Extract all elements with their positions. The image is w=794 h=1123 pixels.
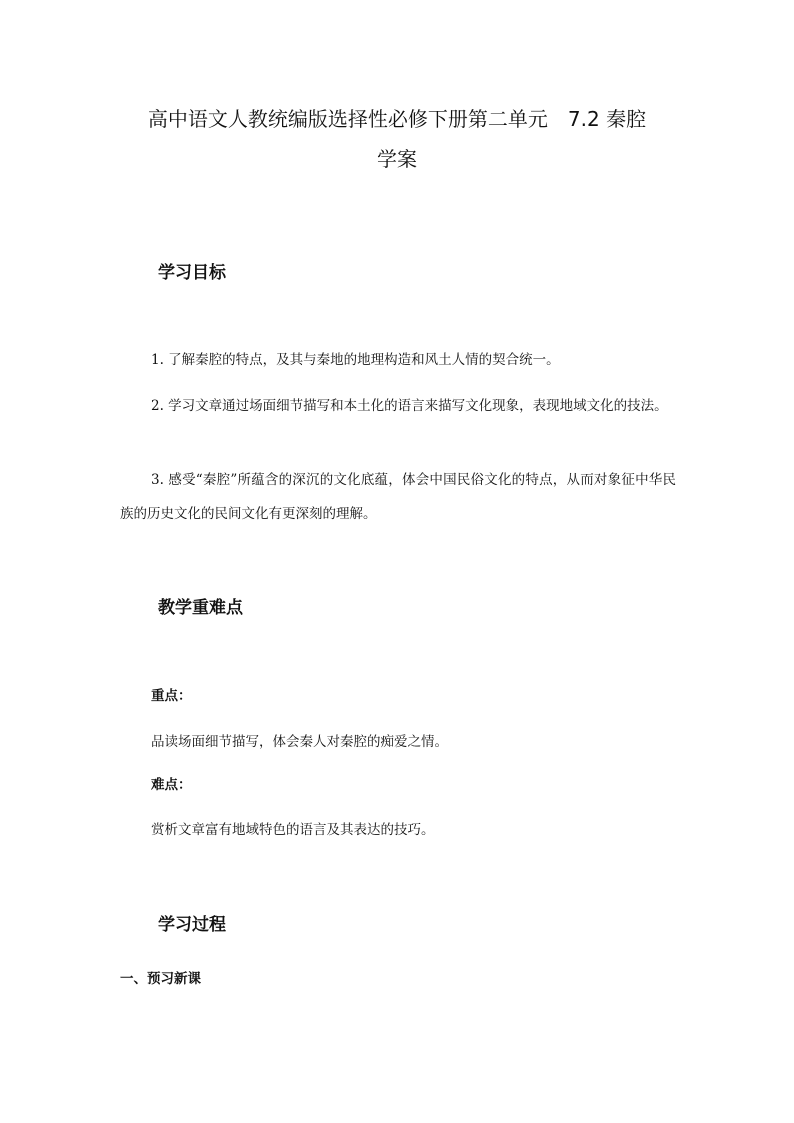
objective-item-3: 3. 感受“秦腔”所蕴含的深沉的文化底蕴，体会中国民俗文化的特点，从而对象征中华民族的历史文化的民间文化有更深刻的理解。 <box>120 472 676 522</box>
learning-process-heading: 学习过程 <box>158 915 226 935</box>
document-title-line-1: 高中语文人教统编版选择性必修下册第二单元 7.2 秦腔 <box>147 107 647 131</box>
focus-label: 重点： <box>151 688 192 704</box>
difficulty-label: 难点： <box>151 777 192 793</box>
part-one-heading: 一、预习新课 <box>120 971 201 987</box>
objective-item-2: 2. 学习文章通过场面细节描写和本土化的语言来描写文化现象，表现地域文化的技法。 <box>151 398 668 414</box>
difficulty-text: 赏析文章富有地域特色的语言及其表达的技巧。 <box>151 822 435 838</box>
objective-item-1: 1. 了解秦腔的特点，及其与秦地的地理构造和风土人情的契合统一。 <box>151 352 560 368</box>
key-difficult-points-heading: 教学重难点 <box>158 598 243 618</box>
document-title-line-2: 学案 <box>377 147 417 171</box>
focus-text: 品读场面细节描写，体会秦人对秦腔的痴爱之情。 <box>151 734 448 750</box>
learning-objectives-heading: 学习目标 <box>158 263 226 283</box>
